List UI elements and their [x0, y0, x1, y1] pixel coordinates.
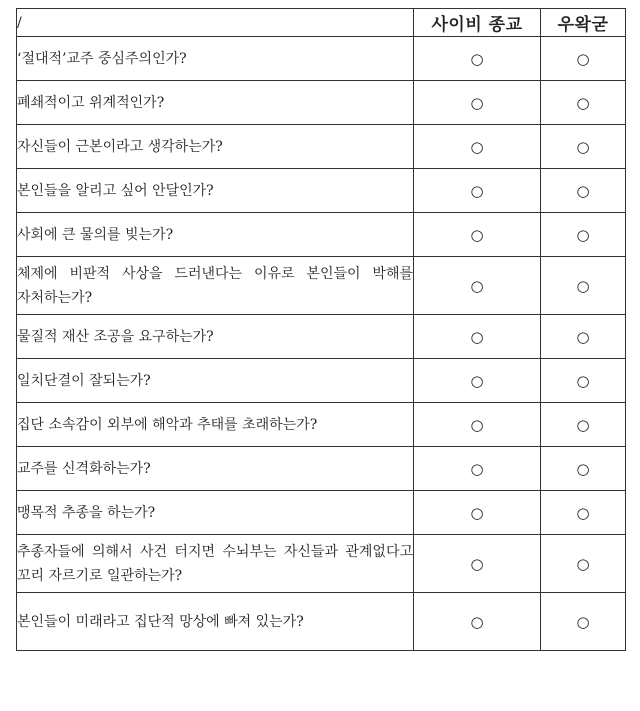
mark-wakgood: ○ [541, 359, 626, 403]
mark-cult: ○ [414, 491, 541, 535]
mark-cult: ○ [414, 213, 541, 257]
table-row [17, 257, 626, 315]
question-cell: 체제에 비판적 사상을 드러낸다는 이유로 본인들이 박해를 자처하는가? [17, 257, 414, 315]
question-cell: 폐쇄적이고 위계적인가? [17, 81, 414, 125]
table-row [17, 535, 626, 593]
question-cell: 추종자들에 의해서 사건 터지면 수뇌부는 자신들과 관계없다고 꼬리 자르기로 일관하는가? [17, 535, 414, 593]
mark-cult: ○ [414, 37, 541, 81]
question-cell: 본인들을 알리고 싶어 안달인가? [17, 169, 414, 213]
mark-wakgood: ○ [541, 37, 626, 81]
mark-cult: ○ [414, 593, 541, 651]
column-header-cult: 사이비 종교 [414, 9, 541, 37]
table-row [17, 447, 626, 491]
mark-cult: ○ [414, 169, 541, 213]
mark-wakgood: ○ [541, 81, 626, 125]
comparison-table [16, 8, 626, 651]
mark-wakgood: ○ [541, 403, 626, 447]
table-row [17, 359, 626, 403]
table-row [17, 315, 626, 359]
question-cell: 본인들이 미래라고 집단적 망상에 빠져 있는가? [17, 593, 414, 651]
mark-wakgood: ○ [541, 125, 626, 169]
mark-wakgood: ○ [541, 315, 626, 359]
mark-wakgood: ○ [541, 535, 626, 593]
mark-cult: ○ [414, 257, 541, 315]
column-header-wakgood: 우왁굳 [541, 9, 626, 37]
mark-cult: ○ [414, 125, 541, 169]
header-row [17, 9, 626, 37]
table-row [17, 403, 626, 447]
question-cell: ‘절대적’교주 중심주의인가? [17, 37, 414, 81]
table-row [17, 37, 626, 81]
question-cell: 교주를 신격화하는가? [17, 447, 414, 491]
table-row [17, 593, 626, 651]
table-row [17, 169, 626, 213]
mark-wakgood: ○ [541, 447, 626, 491]
mark-cult: ○ [414, 359, 541, 403]
mark-wakgood: ○ [541, 593, 626, 651]
corner-cell: / [17, 9, 414, 37]
mark-wakgood: ○ [541, 257, 626, 315]
table-row [17, 81, 626, 125]
question-cell: 집단 소속감이 외부에 해악과 추태를 초래하는가? [17, 403, 414, 447]
mark-cult: ○ [414, 447, 541, 491]
table-row [17, 491, 626, 535]
question-cell: 일치단결이 잘되는가? [17, 359, 414, 403]
mark-cult: ○ [414, 315, 541, 359]
mark-cult: ○ [414, 535, 541, 593]
question-cell: 자신들이 근본이라고 생각하는가? [17, 125, 414, 169]
mark-cult: ○ [414, 403, 541, 447]
table-row [17, 125, 626, 169]
mark-wakgood: ○ [541, 169, 626, 213]
question-cell: 물질적 재산 조공을 요구하는가? [17, 315, 414, 359]
question-cell: 맹목적 추종을 하는가? [17, 491, 414, 535]
question-cell: 사회에 큰 물의를 빚는가? [17, 213, 414, 257]
mark-wakgood: ○ [541, 491, 626, 535]
table-row [17, 213, 626, 257]
mark-wakgood: ○ [541, 213, 626, 257]
mark-cult: ○ [414, 81, 541, 125]
